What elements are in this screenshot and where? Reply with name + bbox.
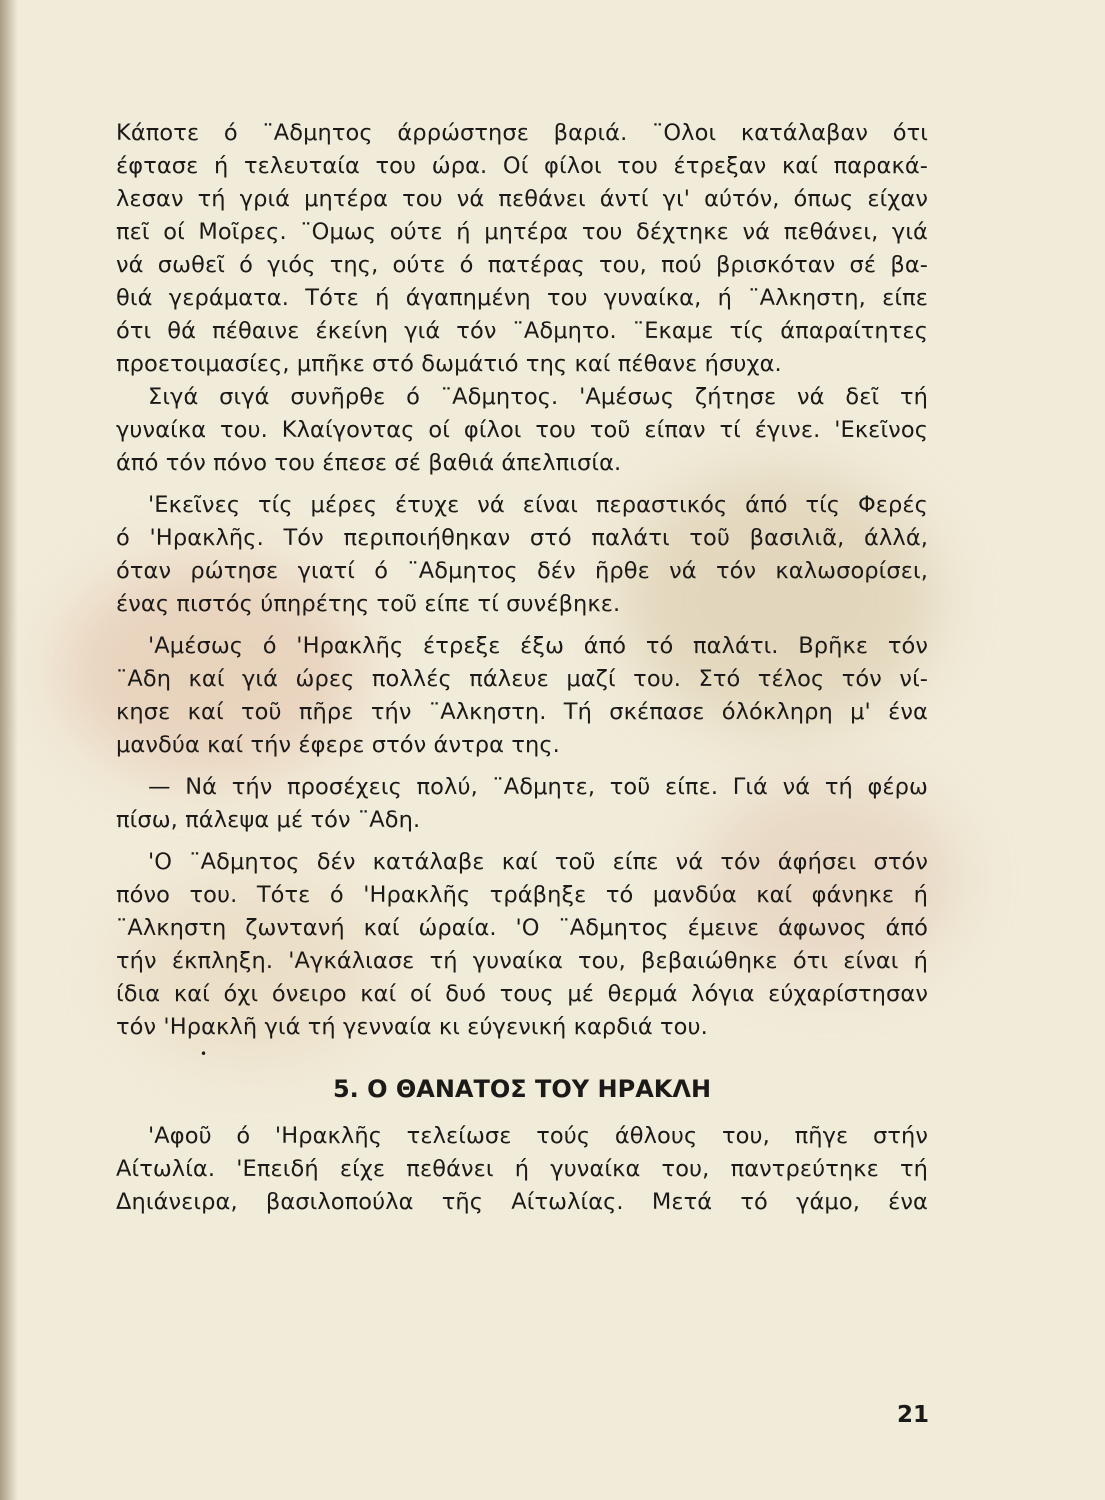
text-line: πόνο του. Τότε ό 'Ηρακλῆς τράβηξε τό μανδύα καί φάνηκε ή — [116, 882, 928, 908]
paragraph — [116, 489, 928, 621]
paragraph — [116, 381, 928, 480]
text-line: μανδύα καί τήν έφερε στόν άντρα της. — [116, 732, 560, 758]
text-line: άπό τόν πόνο του έπεσε σέ βαθιά άπελπισία. — [116, 450, 622, 476]
text-line: 'Αμέσως ό 'Ηρακλῆς έτρεξε έξω άπό τό παλάτι. Βρῆκε τόν — [148, 633, 928, 659]
text-line: όταν ρώτησε γιατί ό ¨Αδμητος δέν ῆρθε νά τόν καλωσορίσει, — [116, 558, 928, 584]
text-line: 'Αφοῦ ό 'Ηρακλῆς τελείωσε τούς άθλους του, πῆγε στήν — [148, 1123, 928, 1149]
text-line: ό 'Ηρακλῆς. Τόν περιποιήθηκαν στό παλάτι τοῦ βασιλιᾶ, άλλά, — [116, 525, 928, 551]
text-line: 'Ο ¨Αδμητος δέν κατάλαβε καί τοῦ είπε νά τόν άφήσει στόν — [148, 849, 928, 875]
text-line: 'Εκεῖνες τίς μέρες έτυχε νά είναι περαστικός άπό τίς Φερές — [148, 492, 928, 518]
text-line: λεσαν τή γριά μητέρα του νά πεθάνει άντί γι' αύτόν, όπως είχαν — [116, 186, 928, 212]
paragraph-gap — [116, 621, 928, 630]
text-line: Αίτωλία. 'Επειδή είχε πεθάνει ή γυναίκα του, παντρεύτηκε τή — [116, 1156, 928, 1182]
text-line: — Νά τήν προσέχεις πολύ, ¨Αδμητε, τοῦ είπε. Γιά νά τή φέρω — [148, 774, 928, 800]
page-gutter-shadow — [0, 0, 18, 1500]
section-bullet: • — [200, 1047, 208, 1061]
text-line: ότι θά πέθαινε έκείνη γιά τόν ¨Αδμητο. ¨Εκαμε τίς άπαραίτητες — [116, 318, 928, 344]
text-line: γυναίκα του. Κλαίγοντας οί φίλοι του τοῦ είπαν τί έγινε. 'Εκεῖνος — [116, 417, 928, 443]
text-line: τόν 'Ηρακλῆ γιά τή γενναία κι εύγενική καρδιά του. — [116, 1014, 708, 1040]
paragraph — [116, 1120, 928, 1219]
text-line: ¨Αδη καί γιά ώρες πολλές πάλευε μαζί του. Στό τέλος τόν νί- — [116, 666, 928, 692]
text-line: θιά γεράματα. Τότε ή άγαπημένη του γυναίκα, ή ¨Αλκηστη, είπε — [116, 285, 928, 311]
paragraph-gap — [116, 480, 928, 489]
page-number: 21 — [897, 1402, 930, 1428]
paragraph — [116, 630, 928, 762]
paragraph — [116, 771, 928, 837]
book-page-body — [116, 117, 928, 1219]
text-line: πεῖ οί Μοῖρες. ¨Ομως ούτε ή μητέρα του δέχτηκε νά πεθάνει, γιά — [116, 219, 928, 245]
text-line: νά σωθεῖ ό γιός της, ούτε ό πατέρας του, πού βρισκόταν σέ βα- — [116, 252, 928, 278]
text-line: Δηιάνειρα, βασιλοπούλα τῆς Αίτωλίας. Μετά τό γάμο, ένα — [116, 1189, 928, 1215]
chapter-title: 5. Ο ΘΑΝΑΤΟΣ ΤΟΥ ΗΡΑΚΛΗ — [332, 1075, 712, 1103]
text-line: τήν έκπληξη. 'Αγκάλιασε τή γυναίκα του, βεβαιώθηκε ότι είναι ή — [116, 948, 928, 974]
text-line: ένας πιστός ύπηρέτης τοῦ είπε τί συνέβηκε. — [116, 591, 621, 617]
text-line: κησε καί τοῦ πῆρε τήν ¨Αλκηστη. Τή σκέπασε όλόκληρη μ' ένα — [116, 699, 928, 725]
paragraph — [116, 846, 928, 1044]
paragraph-gap — [116, 762, 928, 771]
text-line: ¨Αλκηστη ζωντανή καί ώραία. 'Ο ¨Αδμητος έμεινε άφωνος άπό — [116, 915, 928, 941]
text-line: προετοιμασίες, μπῆκε στό δωμάτιό της καί πέθανε ήσυχα. — [116, 351, 782, 377]
text-line: ίδια καί όχι όνειρο καί οί δυό τους μέ θερμά λόγια εύχαρίστησαν — [116, 981, 928, 1007]
paragraph-gap — [116, 837, 928, 846]
text-line: Σιγά σιγά συνῆρθε ό ¨Αδμητος. 'Αμέσως ζήτησε νά δεῖ τή — [148, 384, 928, 410]
text-line: Κάποτε ό ¨Αδμητος άρρώστησε βαριά. ¨Ολοι κατάλαβαν ότι — [116, 120, 928, 146]
paragraph — [116, 117, 928, 381]
text-line: έφτασε ή τελευταία του ώρα. Οί φίλοι του έτρεξαν καί παρακά- — [116, 153, 928, 179]
text-line: πίσω, πάλεψα μέ τόν ¨Αδη. — [116, 807, 421, 833]
